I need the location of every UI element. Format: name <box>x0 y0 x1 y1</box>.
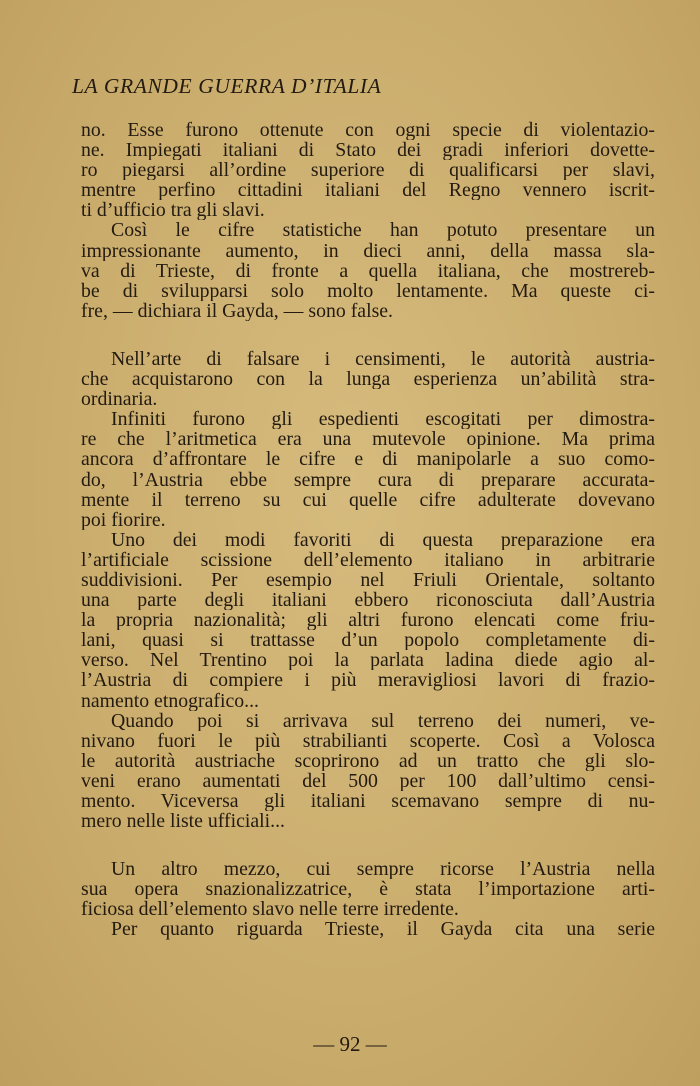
text-line: mente il terreno su cui quelle cifre adulterate dovevano <box>81 489 655 510</box>
text-line: suddivisioni. Per esempio nel Friuli Orientale, soltanto <box>81 569 655 591</box>
text-line: la propria nazionalità; gli altri furono elencati come friu- <box>81 610 655 631</box>
text-line: Così le cifre statistiche han potuto presentare un <box>111 220 655 241</box>
text-line: fre, — dichiara il Gayda, — sono false. <box>81 300 393 321</box>
paragraph <box>81 120 655 220</box>
paragraph <box>81 349 655 409</box>
text-line: be di svilupparsi solo molto lentamente. Ma queste ci- <box>81 280 655 301</box>
text-line: ancora d’affrontare le cifre e di manipolarle a suo como- <box>81 449 655 470</box>
paragraph <box>81 409 655 530</box>
text-line: lani, quasi si trattasse d’un popolo completamente di- <box>81 630 655 651</box>
text-line: mento. Viceversa gli italiani scemavano sempre di nu- <box>81 791 655 812</box>
text-line: re che l’aritmetica era una mutevole opinione. Ma prima <box>81 429 655 450</box>
paragraph <box>81 919 655 939</box>
text-line: Uno dei modi favoriti di questa preparazione era <box>111 529 655 550</box>
text-line: mentre perfino cittadini italiani del Regno vennero iscrit- <box>81 180 655 201</box>
text-line: namento etnografico... <box>81 690 259 711</box>
text-line: Infiniti furono gli espedienti escogitati per dimostra- <box>111 409 655 430</box>
text-line: l’Austria di compiere i più meravigliosi lavori di frazio- <box>81 670 655 691</box>
paragraph <box>81 530 655 711</box>
text-line: una parte degli italiani ebbero riconosciuta dall’Austria <box>81 590 655 611</box>
text-line: che acquistarono con la lunga esperienza un’abilità stra- <box>81 369 655 390</box>
body-text <box>81 120 655 940</box>
text-line: impressionante aumento, in dieci anni, della massa sla- <box>81 240 655 261</box>
paragraph <box>81 859 655 919</box>
running-title: LA GRANDE GUERRA D’ITALIA <box>72 74 382 98</box>
page-number: — 92 — <box>313 1032 387 1056</box>
text-line: Per quanto riguarda Trieste, il Gayda cita una serie <box>111 919 655 940</box>
text-line: l’artificiale scissione dell’elemento italiano in arbitrarie <box>81 549 655 570</box>
text-line: do, l’Austria ebbe sempre cura di preparare accurata- <box>81 469 655 490</box>
text-line: Nell’arte di falsare i censimenti, le autorità austria- <box>111 348 655 370</box>
text-line: Quando poi si arrivava sul terreno dei numeri, ve- <box>111 710 655 731</box>
text-line: Un altro mezzo, cui sempre ricorse l’Austria nella <box>111 859 655 880</box>
text-line: sua opera snazionalizzatrice, è stata l’importazione arti- <box>81 879 655 900</box>
text-line: verso. Nel Trentino poi la parlata ladina diede agio al- <box>81 650 655 671</box>
text-line: ne. Impiegati italiani di Stato dei gradi inferiori dovette- <box>81 140 655 161</box>
text-line: ti d’ufficio tra gli slavi. <box>81 200 265 221</box>
paragraph <box>81 711 655 832</box>
text-line: no. Esse furono ottenute con ogni specie di violentazio- <box>81 120 655 141</box>
text-line: veni erano aumentati del 500 per 100 dall’ultimo censi- <box>81 770 655 791</box>
section-break <box>81 831 655 859</box>
text-line: poi fiorire. <box>81 509 166 530</box>
text-line: ordinaria. <box>81 389 158 410</box>
text-line: nivano fuori le più strabilianti scoperte. Così a Volosca <box>81 730 655 751</box>
section-break <box>81 321 655 349</box>
text-line: ro piegarsi all’ordine superiore di qualificarsi per slavi, <box>81 160 655 181</box>
text-line: le autorità austriache scoprirono ad un tratto che gli slo- <box>81 750 655 771</box>
text-line: va di Trieste, di fronte a quella italiana, che mostrereb- <box>81 260 655 281</box>
paragraph <box>81 220 655 320</box>
text-line: mero nelle liste ufficiali... <box>81 811 285 832</box>
text-line: ficiosa dell’elemento slavo nelle terre irredente. <box>81 899 459 920</box>
